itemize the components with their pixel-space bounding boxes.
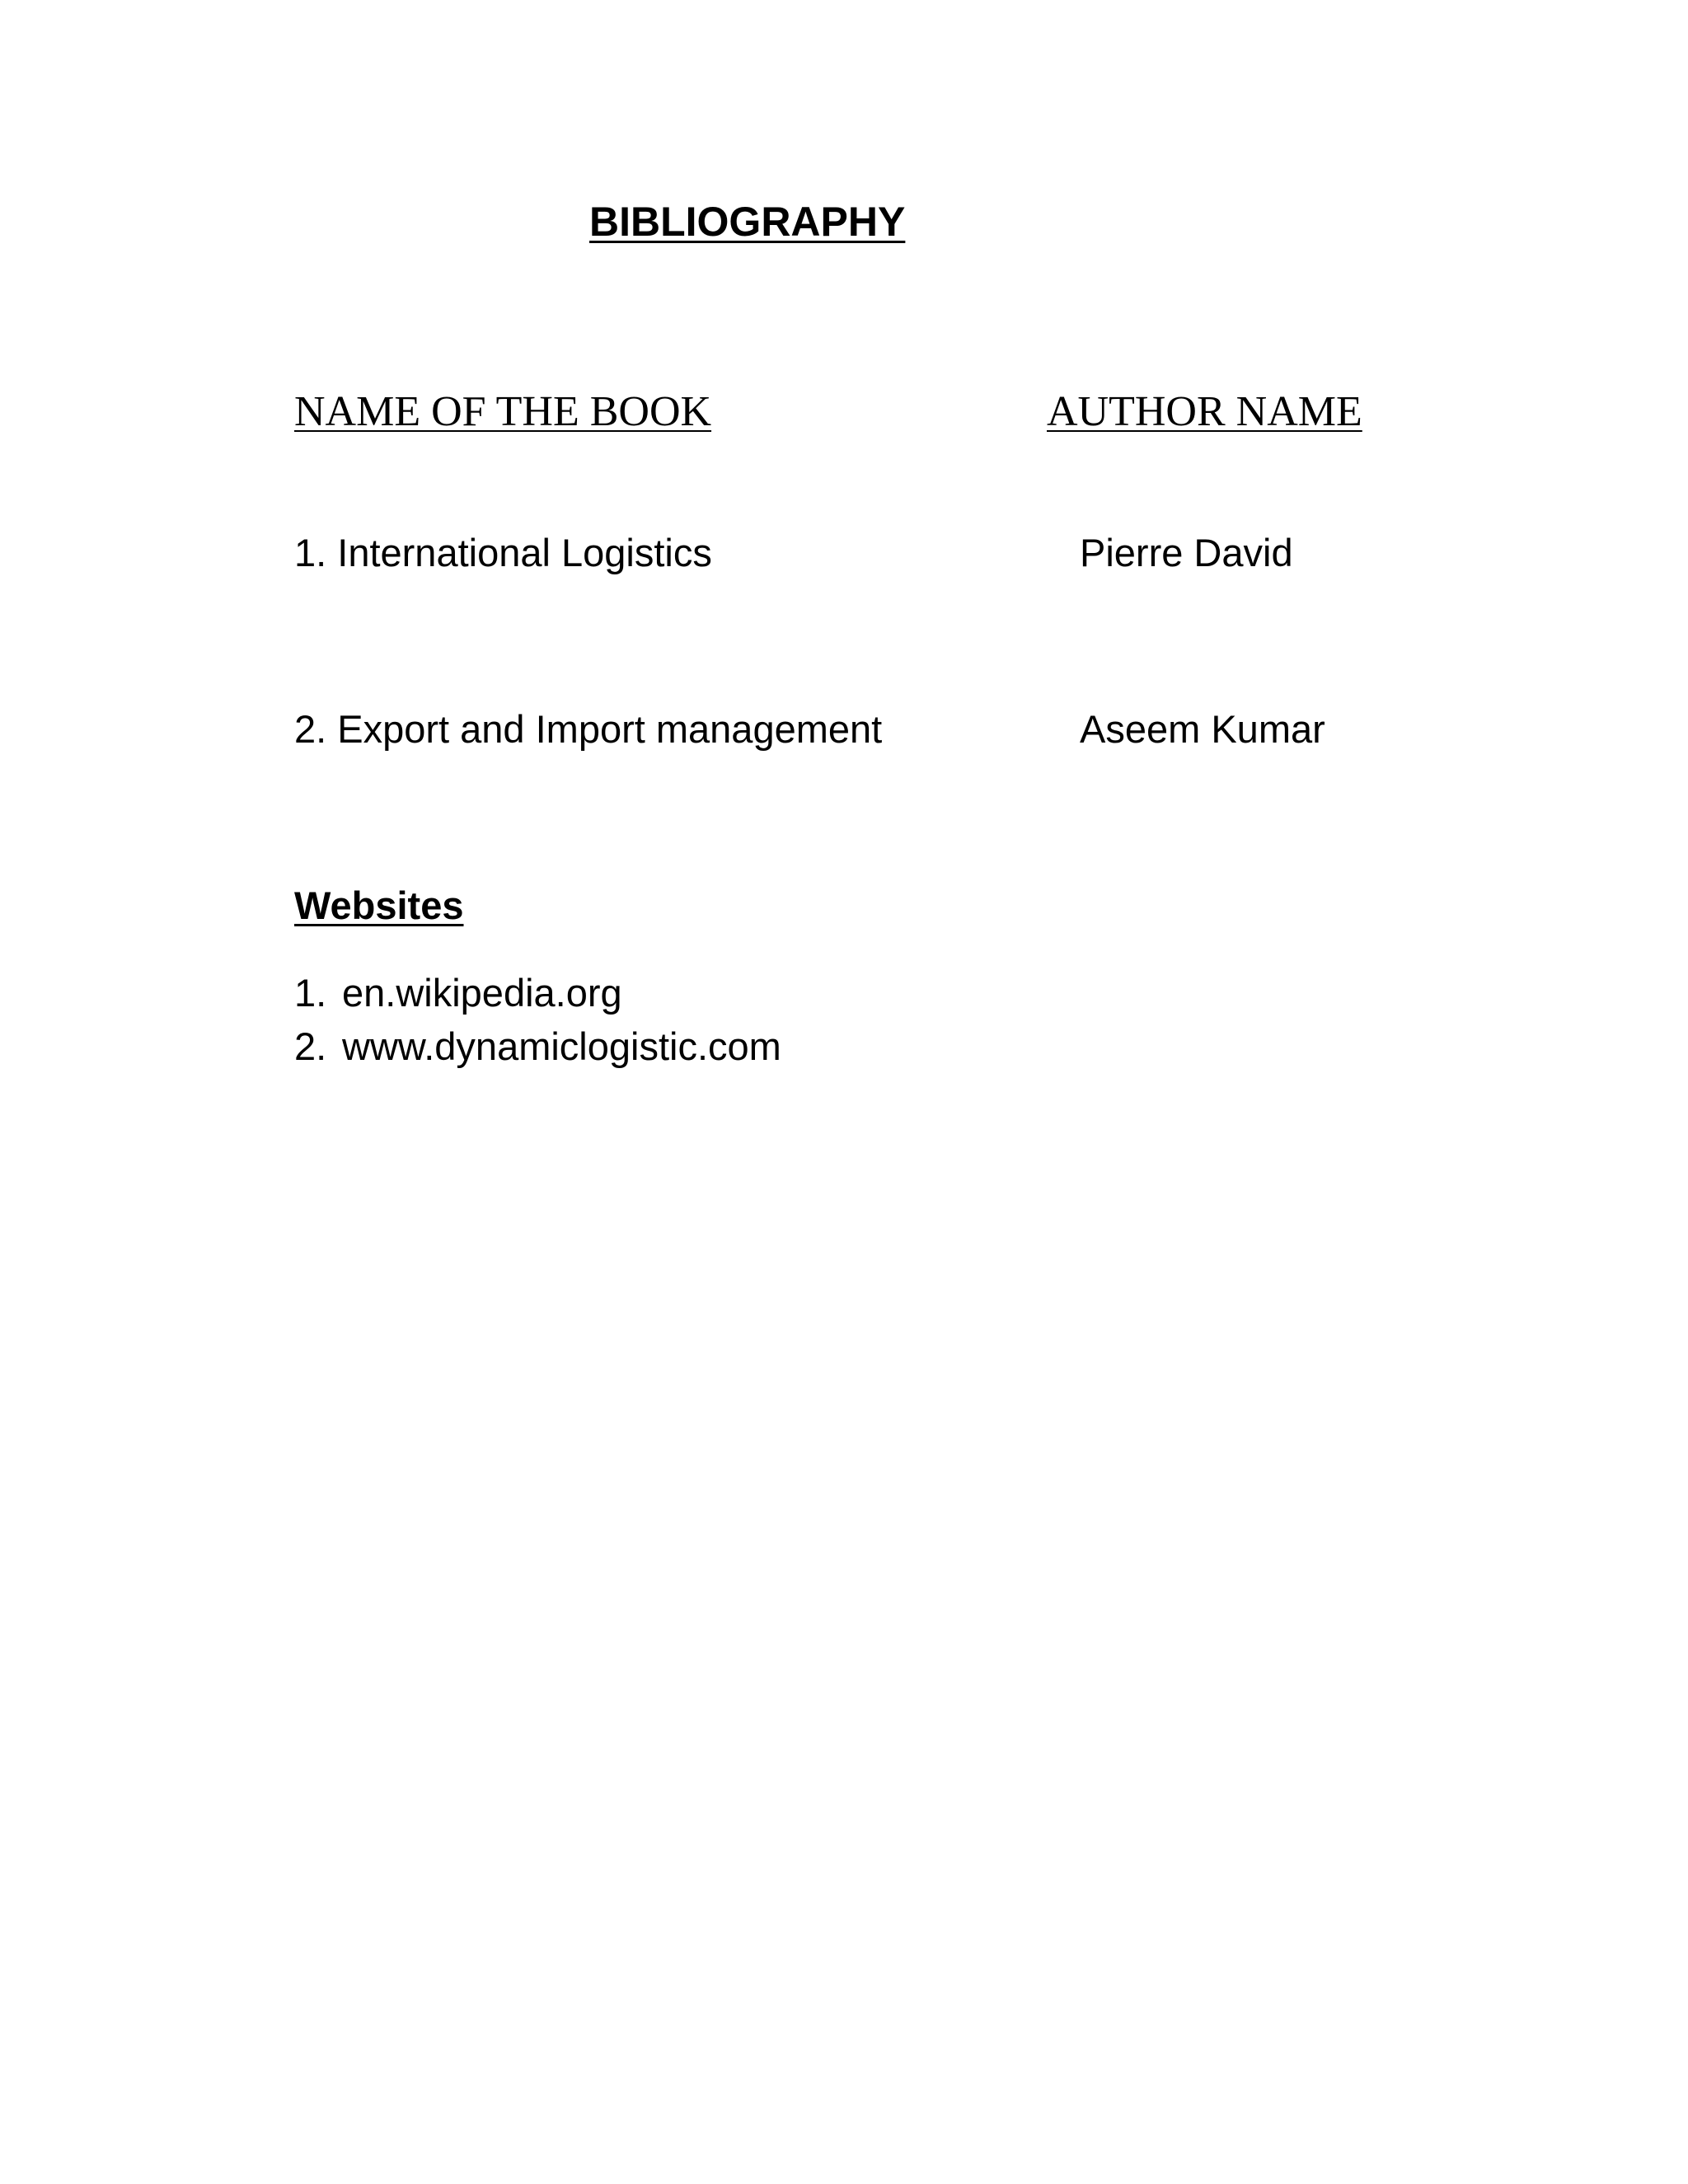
- book-author: Aseem Kumar: [1080, 707, 1325, 751]
- website-url: www.dynamiclogistic.com: [342, 1024, 781, 1068]
- website-url: en.wikipedia.org: [342, 971, 622, 1015]
- website-number: 1.: [294, 971, 327, 1015]
- website-number: 2.: [294, 1024, 327, 1068]
- column-header-book-name: NAME OF THE BOOK: [294, 388, 712, 435]
- website-item: [294, 1024, 781, 1069]
- column-header-author-name: AUTHOR NAME: [1047, 388, 1362, 435]
- book-title: 1. International Logistics: [294, 531, 712, 574]
- book-title: 2. Export and Import management: [294, 707, 883, 751]
- page-title: BIBLIOGRAPHY: [589, 199, 906, 245]
- websites-heading: Websites: [294, 883, 464, 927]
- website-item: [294, 970, 622, 1015]
- book-author: Pierre David: [1080, 531, 1293, 574]
